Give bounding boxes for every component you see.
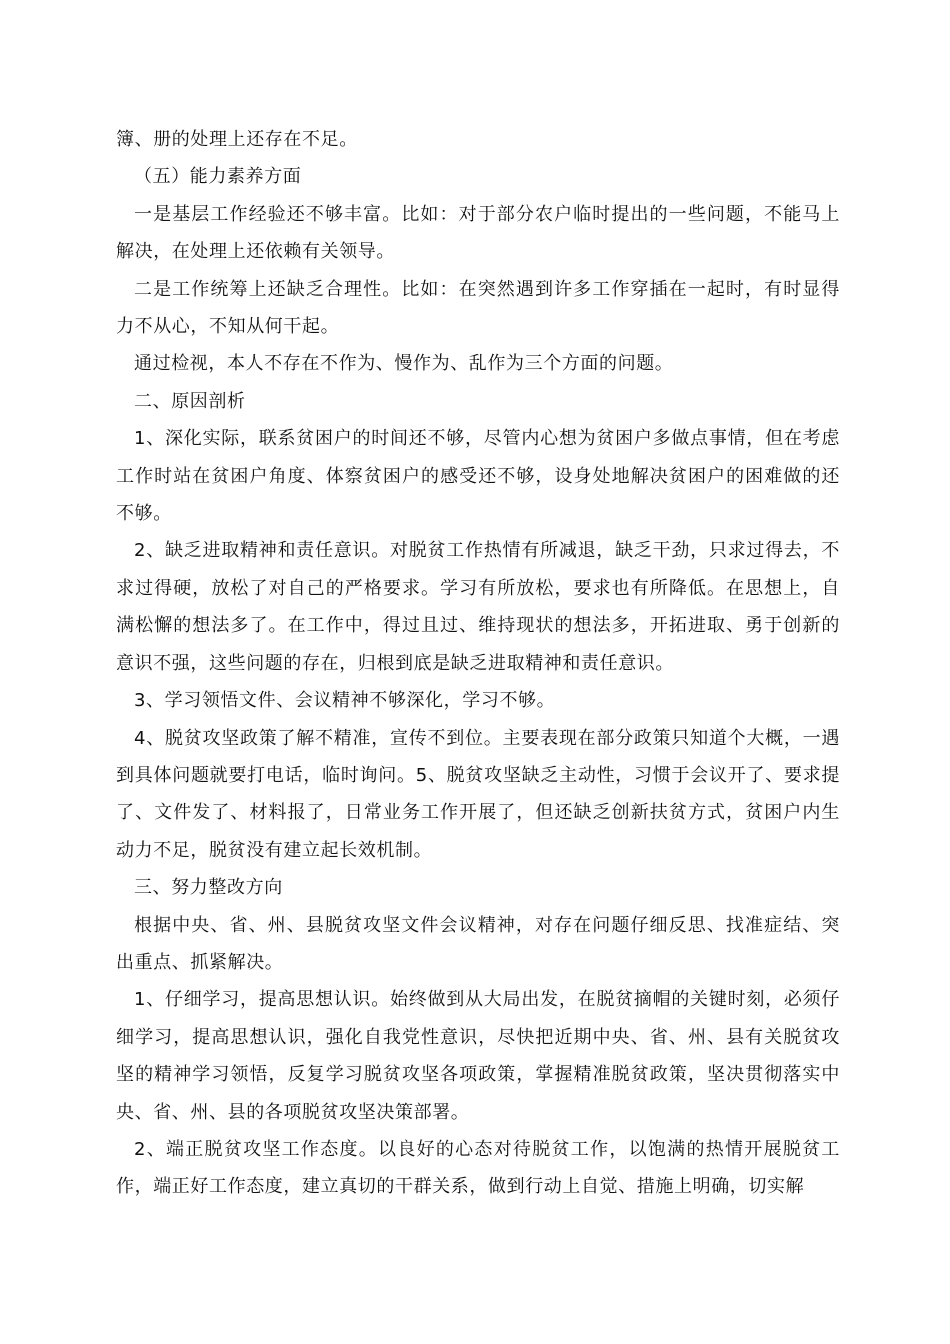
paragraph-inspection: 通过检视，本人不存在不作为、慢作为、乱作为三个方面的问题。	[134, 353, 674, 375]
paragraph-cause-2: 2、缺乏进取精神和责任意识。对脱贫工作热情有所减退，缺乏干劲，只求过得去，不求过得硬，放松了对自己的严格要求。学习有所放松，要求也有所降低。在思想上，自满松懈的想法多了。在工作中，得过且过、维持现状的想法多，开拓进取、勇于创新的意识不强，这些问题的存在，归根到底是缺乏进取精神和责任意识。	[116, 540, 840, 674]
paragraph-continuation: 簿、册的处理上还存在不足。	[116, 129, 358, 150]
paragraph-rectification-1: 1、仔细学习，提高思想认识。始终做到从大局出发，在脱贫摘帽的关键时刻，必须仔细学习，提高思想认识，强化自我党性意识，尽快把近期中央、省、州、县有关脱贫攻坚的精神学习领悟，反复学习脱贫攻坚各项政策，掌握精准脱贫政策，坚决贯彻落实中央、省、州、县的各项脱贫攻坚决策部署。	[116, 989, 840, 1123]
paragraph-cause-1: 1、深化实际，联系贫困户的时间还不够，尽管内心想为贫困户多做点事情，但在考虑工作时站在贫困户角度、体察贫困户的感受还不够，设身处地解决贫困户的困难做的还不够。	[116, 428, 840, 525]
paragraph-rectification-2: 2、端正脱贫攻坚工作态度。以良好的心态对待脱贫工作，以饱满的热情开展脱贫工作，端正好工作态度，建立真切的干群关系，做到行动上自觉、措施上明确，切实解	[116, 1138, 840, 1198]
section-heading-ability: （五）能力素养方面	[134, 166, 302, 188]
paragraph-coordination: 二是工作统筹上还缺乏合理性。比如：在突然遇到许多工作穿插在一起时，有时显得力不从心，不知从何干起。	[116, 278, 840, 338]
paragraph-cause-4: 4、脱贫攻坚政策了解不精准，宣传不到位。主要表现在部分政策只知道个大概，一遇到具体问题就要打电话，临时询问。5、脱贫攻坚缺乏主动性，习惯于会议开了、要求提了、文件发了、材料报了，日常业务工作开展了，但还缺乏创新扶贫方式，贫困户内生动力不足，脱贫没有建立起长效机制。	[116, 727, 840, 861]
section-heading-cause-analysis: 二、原因剖析	[134, 390, 246, 412]
section-heading-rectification: 三、努力整改方向	[134, 877, 283, 899]
paragraph-cause-3: 3、学习领悟文件、会议精神不够深化，学习不够。	[134, 690, 556, 712]
paragraph-rectification-intro: 根据中央、省、州、县脱贫攻坚文件会议精神，对存在问题仔细反思、找准症结、突出重点、抓紧解决。	[116, 914, 840, 973]
paragraph-experience: 一是基层工作经验还不够丰富。比如：对于部分农户临时提出的一些问题，不能马上解决，在处理上还依赖有关领导。	[116, 203, 840, 263]
document-body	[116, 121, 840, 1206]
